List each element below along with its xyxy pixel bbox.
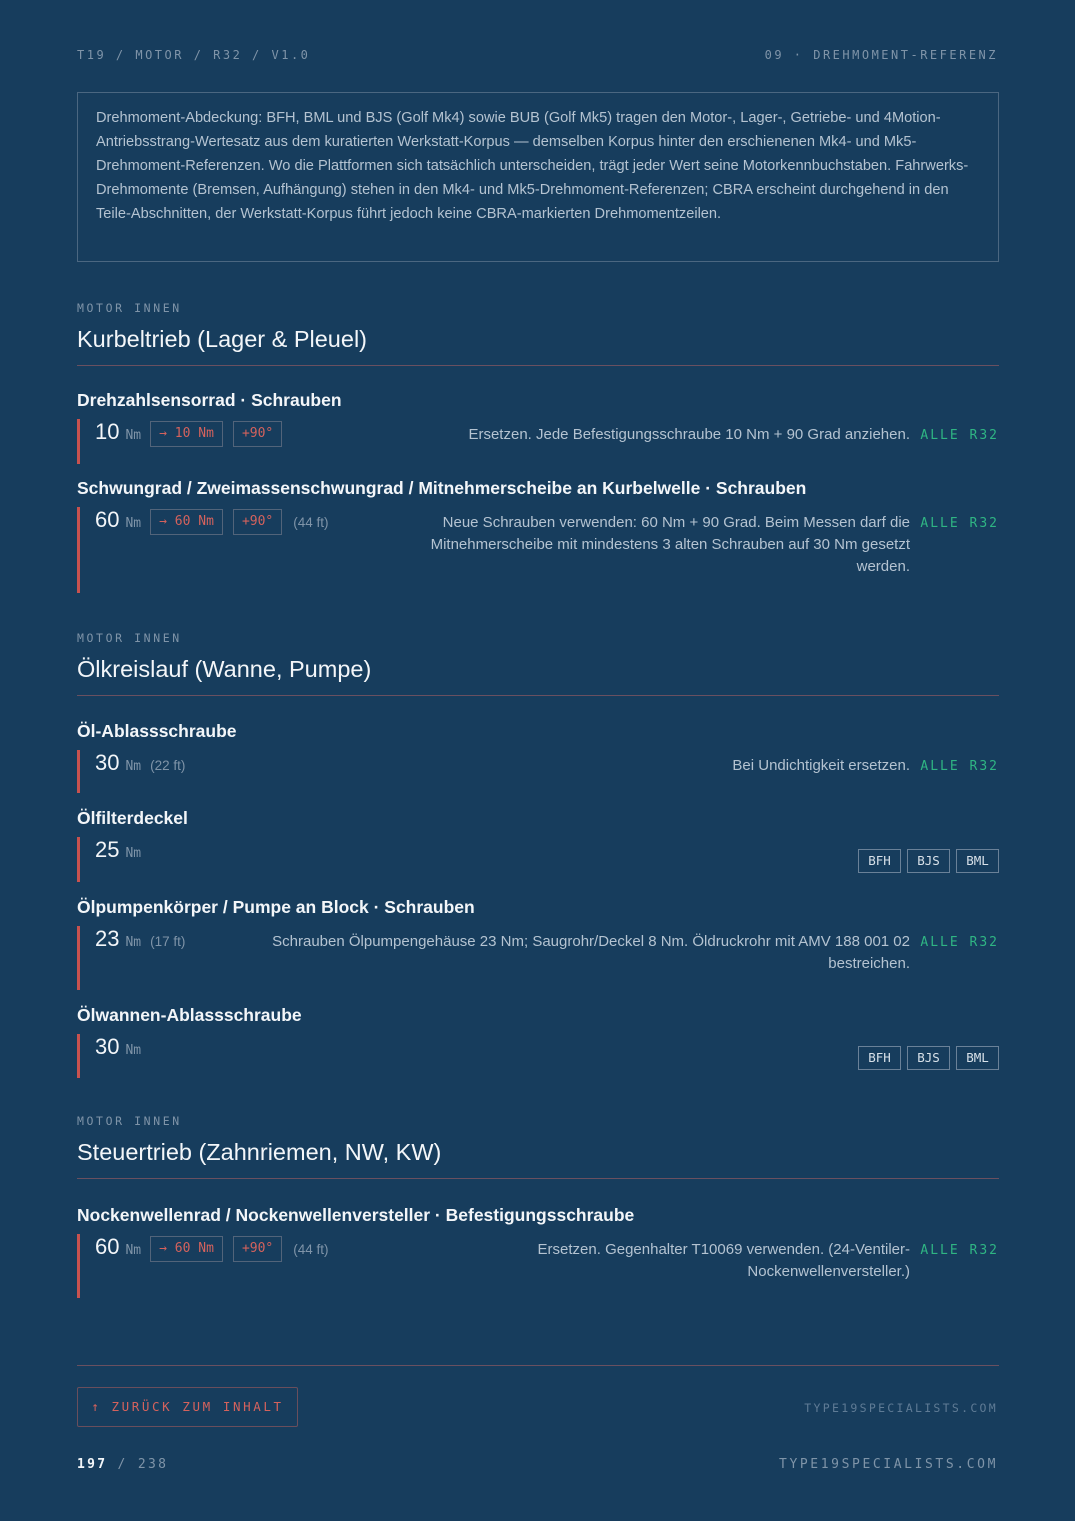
torque-ft: (44 ft)	[293, 1242, 329, 1257]
torque-value: 25	[95, 837, 120, 862]
engine-code-tags	[858, 849, 999, 873]
torque-note: Ersetzen. Jede Befestigungsschraube 10 Nm + 90 Grad anziehen.	[468, 426, 910, 443]
page-total: 238	[137, 1457, 169, 1472]
header-chapter: 09 · DREHMOMENT-REFERENZ	[764, 48, 998, 62]
section-kicker: MOTOR INNEN	[77, 301, 182, 315]
torque-item-drehzahlsensorrad	[77, 390, 999, 444]
torque-unit: Nm	[125, 935, 142, 950]
engine-badge: ALLE R32	[920, 516, 999, 531]
engine-badge: ALLE R32	[920, 1243, 999, 1258]
item-title: Ölwannen-Ablassschraube	[77, 1005, 302, 1025]
torque-row	[77, 1034, 999, 1078]
torque-unit: Nm	[125, 428, 142, 443]
section-title: Kurbeltrieb (Lager & Pleuel)	[77, 326, 999, 366]
torque-row	[77, 419, 999, 464]
section-kicker: MOTOR INNEN	[77, 1114, 182, 1128]
torque-row	[77, 926, 999, 990]
stage-1-box: → 10 Nm	[150, 421, 223, 447]
torque-note	[538, 1239, 910, 1283]
footer-divider	[77, 1365, 999, 1366]
torque-note	[431, 512, 910, 578]
engine-code-tags	[858, 1046, 999, 1070]
back-to-contents-button[interactable]: ↑ ZURÜCK ZUM INHALT	[77, 1387, 298, 1427]
torque-row	[77, 1234, 999, 1298]
engine-badge: ALLE R32	[920, 759, 999, 774]
note-line: werden.	[856, 558, 910, 575]
torque-value: 60	[95, 1234, 120, 1259]
section-kurbeltrieb	[77, 301, 999, 366]
item-title: Nockenwellenrad / Nockenwellenversteller · Befestigungsschraube	[77, 1205, 635, 1225]
footer-site: TYPE19SPECIALISTS.COM	[779, 1457, 998, 1472]
engine-code-tag: BFH	[858, 1046, 901, 1070]
engine-badge: ALLE R32	[920, 428, 999, 443]
torque-value: 60	[95, 507, 120, 532]
coverage-note: Drehmoment-Abdeckung: BFH, BML und BJS (Golf Mk4) sowie BUB (Golf Mk5) tragen den Motor-, Lager-, Getriebe- und 4Motion-Antriebsstrang-Wertesatz aus dem kuratierten Werkstatt-Korpus — demselben Korpus hinter den erschienenen Mk4- und Mk5-Drehmoment-Referenzen. Wo die Plattformen sich tatsächlich unterscheiden, trägt jeder Wert seine Motorkennbuchstaben. Fahrwerks-Drehmomente (Bremsen, Aufhängung) stehen in den Mk4- und Mk5-Drehmoment-Referenzen; CBRA erscheint durchgehend in den Teile-Abschnitten, der Werkstatt-Korpus führt jedoch keine CBRA-markierten Drehmomentzeilen.	[77, 92, 999, 262]
header-breadcrumb: T19 / MOTOR / R32 / V1.0	[77, 48, 311, 62]
section-title: Ölkreislauf (Wanne, Pumpe)	[77, 656, 999, 696]
torque-row	[77, 507, 999, 593]
torque-ft: (22 ft)	[150, 758, 186, 773]
section-title: Steuertrieb (Zahnriemen, NW, KW)	[77, 1139, 999, 1179]
torque-note: Bei Undichtigkeit ersetzen.	[732, 757, 910, 774]
engine-code-tag: BML	[956, 849, 999, 873]
torque-item-oel-ablassschraube	[77, 721, 999, 775]
page-counter	[77, 1457, 168, 1472]
torque-unit: Nm	[125, 759, 142, 774]
note-line: Nockenwellenversteller.)	[747, 1263, 910, 1280]
note-line: bestreichen.	[828, 955, 910, 972]
torque-item-oelpumpe	[77, 897, 999, 972]
section-steuertrieb	[77, 1114, 999, 1179]
torque-unit: Nm	[125, 516, 142, 531]
engine-code-tag: BFH	[858, 849, 901, 873]
torque-value: 10	[95, 419, 120, 444]
note-line: Neue Schrauben verwenden: 60 Nm + 90 Grad. Beim Messen darf die	[442, 514, 910, 531]
engine-code-tag: BML	[956, 1046, 999, 1070]
section-kicker: MOTOR INNEN	[77, 631, 182, 645]
item-title: Schwungrad / Zweimassenschwungrad / Mitnehmerscheibe an Kurbelwelle · Schrauben	[77, 478, 807, 498]
torque-unit: Nm	[125, 1243, 142, 1258]
torque-item-schwungrad	[77, 478, 999, 575]
torque-note	[272, 931, 910, 975]
torque-row	[77, 837, 999, 882]
page-current: 197	[77, 1457, 108, 1472]
torque-item-oelwannen-ablassschraube	[77, 1005, 999, 1065]
page-separator: /	[117, 1457, 128, 1472]
stage-1-box: → 60 Nm	[150, 1236, 223, 1262]
torque-unit: Nm	[125, 846, 142, 861]
torque-item-nockenwellenrad	[77, 1205, 999, 1280]
note-line: Schrauben Ölpumpengehäuse 23 Nm; Saugrohr/Deckel 8 Nm. Öldruckrohr mit AMV 188 001 02	[272, 933, 910, 950]
note-line: Ersetzen. Gegenhalter T10069 verwenden. (24-Ventiler-	[537, 1241, 910, 1258]
torque-item-oelfilterdeckel	[77, 808, 999, 868]
item-title: Drehzahlsensorrad · Schrauben	[77, 390, 342, 410]
torque-row	[77, 750, 999, 793]
torque-unit: Nm	[125, 1043, 142, 1058]
torque-ft: (17 ft)	[150, 934, 186, 949]
engine-badge: ALLE R32	[920, 935, 999, 950]
item-title: Ölpumpenkörper / Pumpe an Block · Schrauben	[77, 897, 475, 917]
running-header	[77, 48, 998, 62]
engine-code-tag: BJS	[907, 849, 950, 873]
section-oelkreislauf	[77, 631, 999, 696]
stage-2-box: +90°	[233, 509, 282, 535]
item-title: Öl-Ablassschraube	[77, 721, 237, 741]
stage-1-box: → 60 Nm	[150, 509, 223, 535]
torque-value: 30	[95, 1034, 120, 1059]
torque-value: 30	[95, 750, 120, 775]
torque-value: 23	[95, 926, 120, 951]
engine-code-tag: BJS	[907, 1046, 950, 1070]
stage-2-box: +90°	[233, 1236, 282, 1262]
item-title: Ölfilterdeckel	[77, 808, 188, 828]
note-line: Mitnehmerscheibe mit mindestens 3 alten Schrauben auf 30 Nm gesetzt	[430, 536, 910, 553]
footer-site-link[interactable]: TYPE19SPECIALISTS.COM	[804, 1401, 998, 1415]
stage-2-box: +90°	[233, 421, 282, 447]
torque-ft: (44 ft)	[293, 515, 329, 530]
